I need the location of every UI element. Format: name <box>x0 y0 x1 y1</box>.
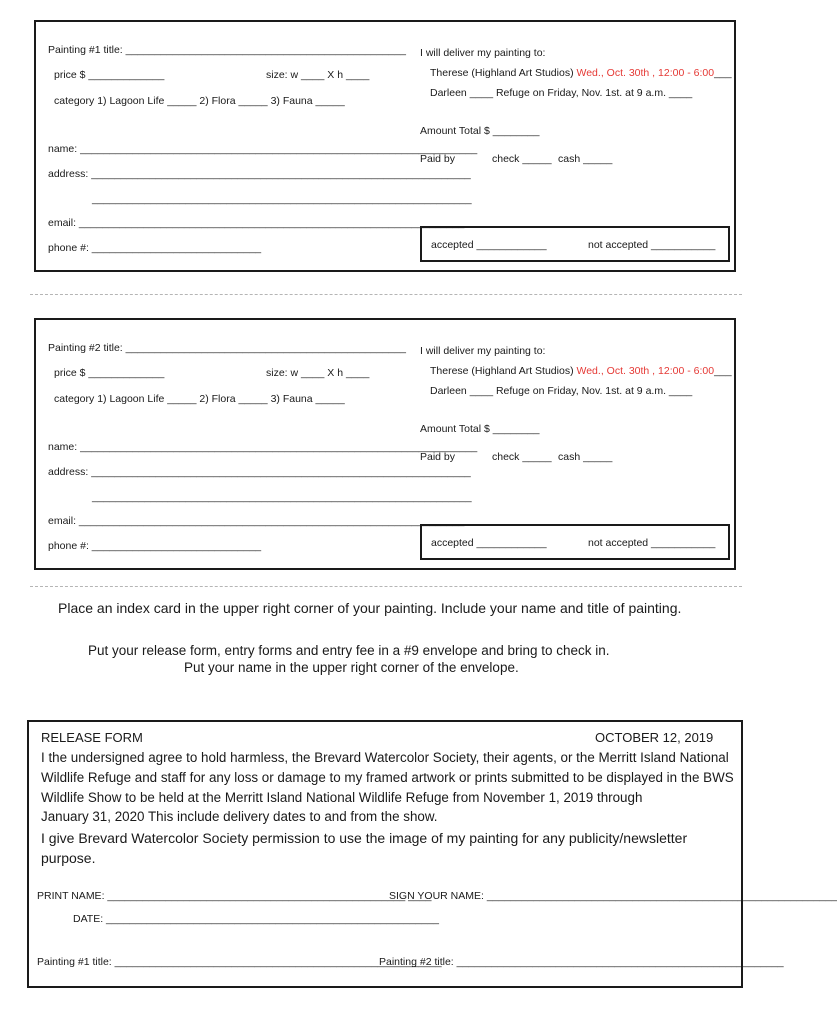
not-accepted-field[interactable]: not accepted ___________ <box>588 239 716 251</box>
accepted-field[interactable]: accepted ____________ <box>431 239 547 251</box>
price-field[interactable]: price $ _____________ <box>54 367 165 379</box>
check-option[interactable]: check _____ <box>492 153 552 165</box>
address-line2-field[interactable]: _________________________________________________________________ <box>92 491 472 503</box>
cash-option[interactable]: cash _____ <box>558 451 613 463</box>
therese-option[interactable] <box>430 67 732 79</box>
address-field[interactable]: address: _________________________________________________________________ <box>48 168 471 180</box>
name-field[interactable]: name: ____________________________________________________________________ <box>48 441 478 453</box>
painting-title-field[interactable]: Painting #1 title: ________________________________________________ <box>48 44 406 56</box>
paid-by-label: Paid by <box>420 153 456 165</box>
instruction-index-card: Place an index card in the upper right corner of your painting. Include your name and title of painting. <box>58 600 682 616</box>
therese-label: Therese (Highland Art Studios) <box>430 365 574 377</box>
phone-field[interactable]: phone #: _____________________________ <box>48 242 262 254</box>
date-field[interactable]: DATE: _________________________________________________________ <box>73 913 439 925</box>
release-text-line: I the undersigned agree to hold harmless, the Brevard Watercolor Society, their agents, or the Merritt Island National <box>41 750 729 765</box>
cut-line <box>30 586 742 587</box>
therese-label: Therese (Highland Art Studios) <box>430 67 574 79</box>
amount-total-field[interactable]: Amount Total $ ________ <box>420 125 540 137</box>
acceptance-box <box>420 226 730 262</box>
release-text-line: Wildlife Show to be held at the Merritt Island National Wildlife Refuge from November 1, 2019 through <box>41 790 643 805</box>
cut-line <box>30 294 742 295</box>
email-field[interactable]: email: __________________________________________________________________ <box>48 217 465 229</box>
painting-title-field[interactable]: Painting #2 title: ________________________________________________ <box>48 342 406 354</box>
release-text-line: January 31, 2020 This include delivery dates to and from the show. <box>41 809 438 824</box>
name-field[interactable]: name: ____________________________________________________________________ <box>48 143 478 155</box>
email-field[interactable]: email: __________________________________________________________________ <box>48 515 465 527</box>
release-painting1-title-field[interactable]: Painting #1 title: ________________________________________________________ <box>37 956 442 968</box>
instruction-envelope: Put your release form, entry forms and entry fee in a #9 envelope and bring to check in. <box>88 643 610 658</box>
deliver-heading: I will deliver my painting to: <box>420 47 546 59</box>
size-field[interactable]: size: w ____ X h ____ <box>266 367 370 379</box>
price-field[interactable]: price $ _____________ <box>54 69 165 81</box>
check-option[interactable]: check _____ <box>492 451 552 463</box>
category-field[interactable]: category 1) Lagoon Life _____ 2) Flora _____ 3) Fauna _____ <box>54 393 345 405</box>
address-line2-field[interactable]: _________________________________________________________________ <box>92 193 472 205</box>
acceptance-box <box>420 524 730 560</box>
category-field[interactable]: category 1) Lagoon Life _____ 2) Flora _____ 3) Fauna _____ <box>54 95 345 107</box>
size-field[interactable]: size: w ____ X h ____ <box>266 69 370 81</box>
therese-blank: ___ <box>714 365 732 377</box>
permission-text-line: I give Brevard Watercolor Society permission to use the image of my painting for any publicity/newsletter <box>41 830 688 846</box>
release-heading: RELEASE FORM <box>41 730 143 745</box>
print-name-field[interactable]: PRINT NAME: ___________________________________________________ ____ <box>37 890 432 902</box>
amount-total-field[interactable]: Amount Total $ ________ <box>420 423 540 435</box>
paid-by-label: Paid by <box>420 451 456 463</box>
instruction-name-on-envelope: Put your name in the upper right corner of the envelope. <box>184 660 519 675</box>
entry-form-2 <box>34 318 736 570</box>
sign-name-field[interactable]: SIGN YOUR NAME: ____________________________________________________________ <box>389 890 837 902</box>
cash-option[interactable]: cash _____ <box>558 153 613 165</box>
release-text-line: Wildlife Refuge and staff for any loss or damage to my framed artwork or prints submitted to be displayed in the BWS <box>41 770 734 785</box>
deliver-heading: I will deliver my painting to: <box>420 345 546 357</box>
permission-text-line: purpose. <box>41 850 96 866</box>
release-form <box>27 720 837 988</box>
release-painting2-title-field[interactable]: Painting #2 title: ________________________________________________________ <box>379 956 784 968</box>
not-accepted-field[interactable]: not accepted ___________ <box>588 537 716 549</box>
therese-option[interactable] <box>430 365 732 377</box>
therese-time: Wed., Oct. 30th , 12:00 - 6:00 <box>576 365 715 377</box>
darleen-option[interactable]: Darleen ____ Refuge on Friday, Nov. 1st. at 9 a.m. ____ <box>430 87 693 99</box>
therese-blank: ___ <box>714 67 732 79</box>
therese-time: Wed., Oct. 30th , 12:00 - 6:00 <box>576 67 715 79</box>
release-date: OCTOBER 12, 2019 <box>595 730 714 745</box>
darleen-option[interactable]: Darleen ____ Refuge on Friday, Nov. 1st. at 9 a.m. ____ <box>430 385 693 397</box>
entry-form-1 <box>34 20 736 272</box>
address-field[interactable]: address: _________________________________________________________________ <box>48 466 471 478</box>
accepted-field[interactable]: accepted ____________ <box>431 537 547 549</box>
phone-field[interactable]: phone #: _____________________________ <box>48 540 262 552</box>
